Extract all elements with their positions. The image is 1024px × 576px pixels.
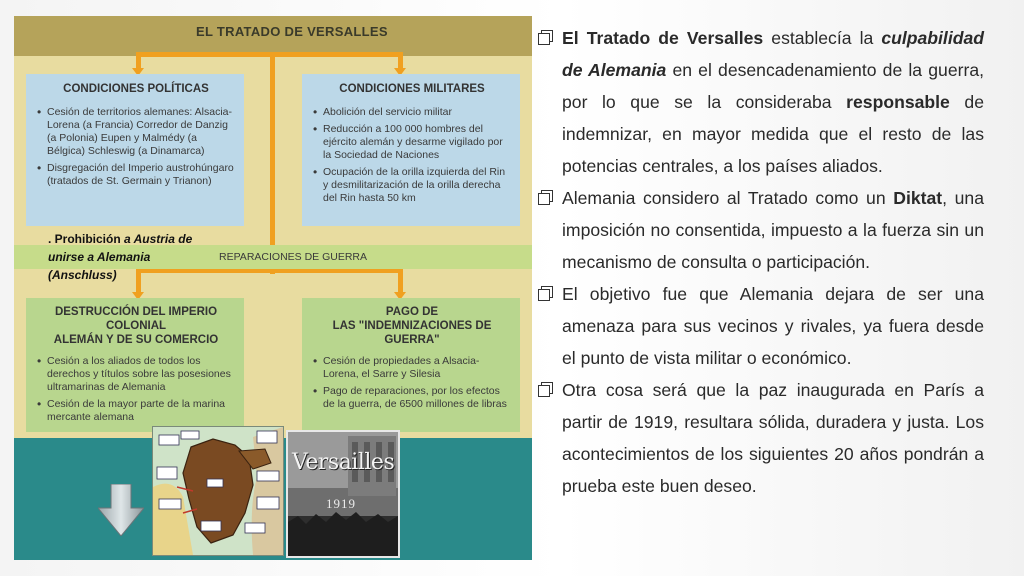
connector-top-horizontal (136, 52, 402, 57)
bullet-2-part: Diktat (893, 188, 943, 208)
bullet-1-part: El Tratado de Versalles (562, 28, 764, 48)
colonial-heading-line1: DESTRUCCIÓN DEL IMPERIO COLONIAL (54, 306, 218, 332)
box-condiciones-militares (302, 74, 520, 226)
prohibicion-prefix: . Prohibición (48, 232, 125, 246)
bullet-2-part: , una imposición no consentida, impuesto a la fuerza sin un mecanismo de consulta o participación. (562, 188, 984, 272)
pago-item: • Pago de reparaciones, por los efectos de la guerra, de 6500 millones de libras (312, 385, 512, 411)
checkbox-bullet-icon (538, 286, 551, 299)
militares-heading: CONDICIONES MILITARES (339, 83, 485, 95)
connector-main (270, 52, 275, 274)
treaty-figure (14, 16, 532, 560)
checkbox-bullet-icon (538, 190, 551, 203)
prohibicion-line2: unirse a Alemania (48, 250, 151, 264)
diagram-title: EL TRATADO DE VERSALLES (196, 24, 388, 39)
bullet-1-part: establecía la (763, 28, 882, 48)
bullet-2-part: Alemania considero al Tratado como un (562, 188, 894, 208)
pago-heading-line2: LAS "INDEMNIZACIONES DE GUERRA" (332, 320, 492, 346)
prohibicion-line3: (Anschluss) (48, 268, 117, 282)
treaty-diagram (14, 16, 532, 438)
bullet-1-part: en el desencadenamiento de la guerra, por lo que se la consideraba (562, 60, 984, 112)
pago-heading-line1: PAGO DE (385, 306, 439, 318)
down-arrow-icon (98, 484, 144, 536)
germany-map-image (152, 426, 284, 556)
diagram-title-bar (14, 16, 532, 56)
checkbox-bullet-icon (538, 382, 551, 395)
militares-item: • Abolición del servicio militar (312, 106, 512, 119)
bullet-3 (538, 278, 984, 374)
politicas-heading: CONDICIONES POLÍTICAS (63, 83, 209, 95)
bullet-1 (538, 22, 984, 182)
militares-item: • Ocupación de la orilla izquierda del Rin y desmilitarización de la orilla derecha del Rin hasta 50 km (312, 166, 512, 205)
bullet-2 (538, 182, 984, 278)
bullet-4 (538, 374, 984, 502)
colonial-item: • Cesión de la mayor parte de la marina mercante alemana (36, 398, 236, 424)
militares-item: • Reducción a 100 000 hombres del ejército alemán y desarme vigilado por la Sociedad de Naciones (312, 123, 512, 162)
colonial-heading-line2: ALEMÁN Y DE SU COMERCIO (53, 334, 219, 346)
box-imperio-colonial (26, 298, 244, 432)
versailles-1919-photo (286, 430, 400, 558)
colonial-item: • Cesión a los aliados de todos los derechos y títulos sobre las posesiones ultramarinas de Alemania (36, 355, 236, 394)
connector-bottom-right (398, 268, 403, 294)
bullet-list (538, 22, 984, 502)
politicas-item: • Cesión de territorios alemanes: Alsacia-Lorena (a Francia) Corredor de Danzig (a Polonia) Eupen y Malmédy (a Bélgica) Schleswig (a Dinamarca) (36, 106, 236, 158)
bullet-1-part: responsable (846, 92, 950, 112)
bullet-1-part: culpabilidad de Alemania (562, 28, 984, 80)
map-icon (153, 427, 283, 555)
bullet-3-part: El objetivo fue que Alemania dejara de ser una amenaza para sus vecinos y rivales, ya fuera desde el punto de vista militar o económico. (562, 284, 984, 368)
prohibicion-note (48, 230, 198, 284)
prohibicion-line1: a Austria de (124, 232, 193, 246)
box-indemnizaciones (302, 298, 520, 432)
reparaciones-label: REPARACIONES DE GUERRA (219, 251, 367, 263)
box-condiciones-politicas (26, 74, 244, 226)
checkbox-bullet-icon (538, 30, 551, 43)
politicas-item: • Disgregación del Imperio austrohúngaro (tratados de St. Germain y Trianon) (36, 162, 236, 188)
photo-year: 1919 (326, 496, 356, 511)
pago-item: • Cesión de propiedades a Alsacia-Lorena, el Sarre y Silesia (312, 355, 512, 381)
bullet-1-part: de indemnizar, en mayor medida que el resto de las potencias centrales, a los países aliados. (562, 92, 984, 176)
photo-title: Versailles (292, 450, 395, 475)
bullet-4-part: Otra cosa será que la paz inaugurada en París a partir de 1919, resultara sólida, duradera y justa. Los acontecimientos de los siguientes 20 años pondrán a prueba este buen deseo. (562, 380, 984, 496)
